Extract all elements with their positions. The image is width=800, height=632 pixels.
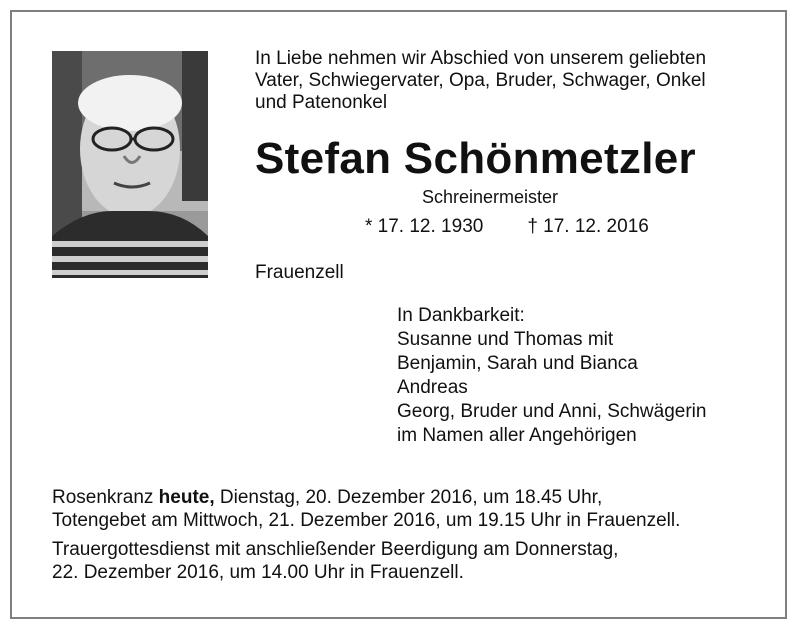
funeral-line: Trauergottesdienst mit anschließender Beerdigung am Donnerstag, bbox=[52, 539, 619, 560]
funeral-info bbox=[52, 539, 618, 585]
birth-date: * 17. 12. 1930 bbox=[365, 216, 484, 237]
death-date: † 17. 12. 2016 bbox=[527, 216, 649, 237]
portrait-photo bbox=[52, 51, 208, 278]
intro-line: Vater, Schwiegervater, Opa, Bruder, Schwager, Onkel bbox=[255, 70, 706, 91]
rosary-prayer-info bbox=[52, 487, 680, 533]
rosary-prefix: Rosenkranz bbox=[52, 487, 159, 508]
deceased-name: Stefan Schönmetzler bbox=[255, 134, 696, 183]
life-dates bbox=[365, 216, 649, 238]
rosary-rest: Dienstag, 20. Dezember 2016, um 18.45 Uhr, bbox=[214, 487, 603, 508]
mourner-line: Benjamin, Sarah und Bianca bbox=[397, 353, 638, 374]
occupation: Schreinermeister bbox=[422, 187, 559, 207]
rosary-line bbox=[52, 487, 680, 510]
intro-line: In Liebe nehmen wir Abschied von unserem geliebten bbox=[255, 48, 707, 69]
mourner-line: im Namen aller Angehörigen bbox=[397, 425, 637, 446]
place-of-residence: Frauenzell bbox=[255, 262, 344, 283]
mourners-heading: In Dankbarkeit: bbox=[397, 305, 525, 326]
prayer-line: Totengebet am Mittwoch, 21. Dezember 2016, um 19.15 Uhr in Frauenzell. bbox=[52, 510, 681, 531]
intro-line: und Patenonkel bbox=[255, 92, 388, 113]
mourner-line: Georg, Bruder und Anni, Schwägerin bbox=[397, 401, 707, 422]
intro-text bbox=[255, 48, 706, 114]
mourners-block bbox=[397, 304, 706, 448]
mourner-line: Andreas bbox=[397, 377, 468, 398]
rosary-emphasis: heute, bbox=[158, 487, 215, 508]
funeral-line: 22. Dezember 2016, um 14.00 Uhr in Frauenzell. bbox=[52, 562, 464, 583]
mourner-line: Susanne und Thomas mit bbox=[397, 329, 614, 350]
